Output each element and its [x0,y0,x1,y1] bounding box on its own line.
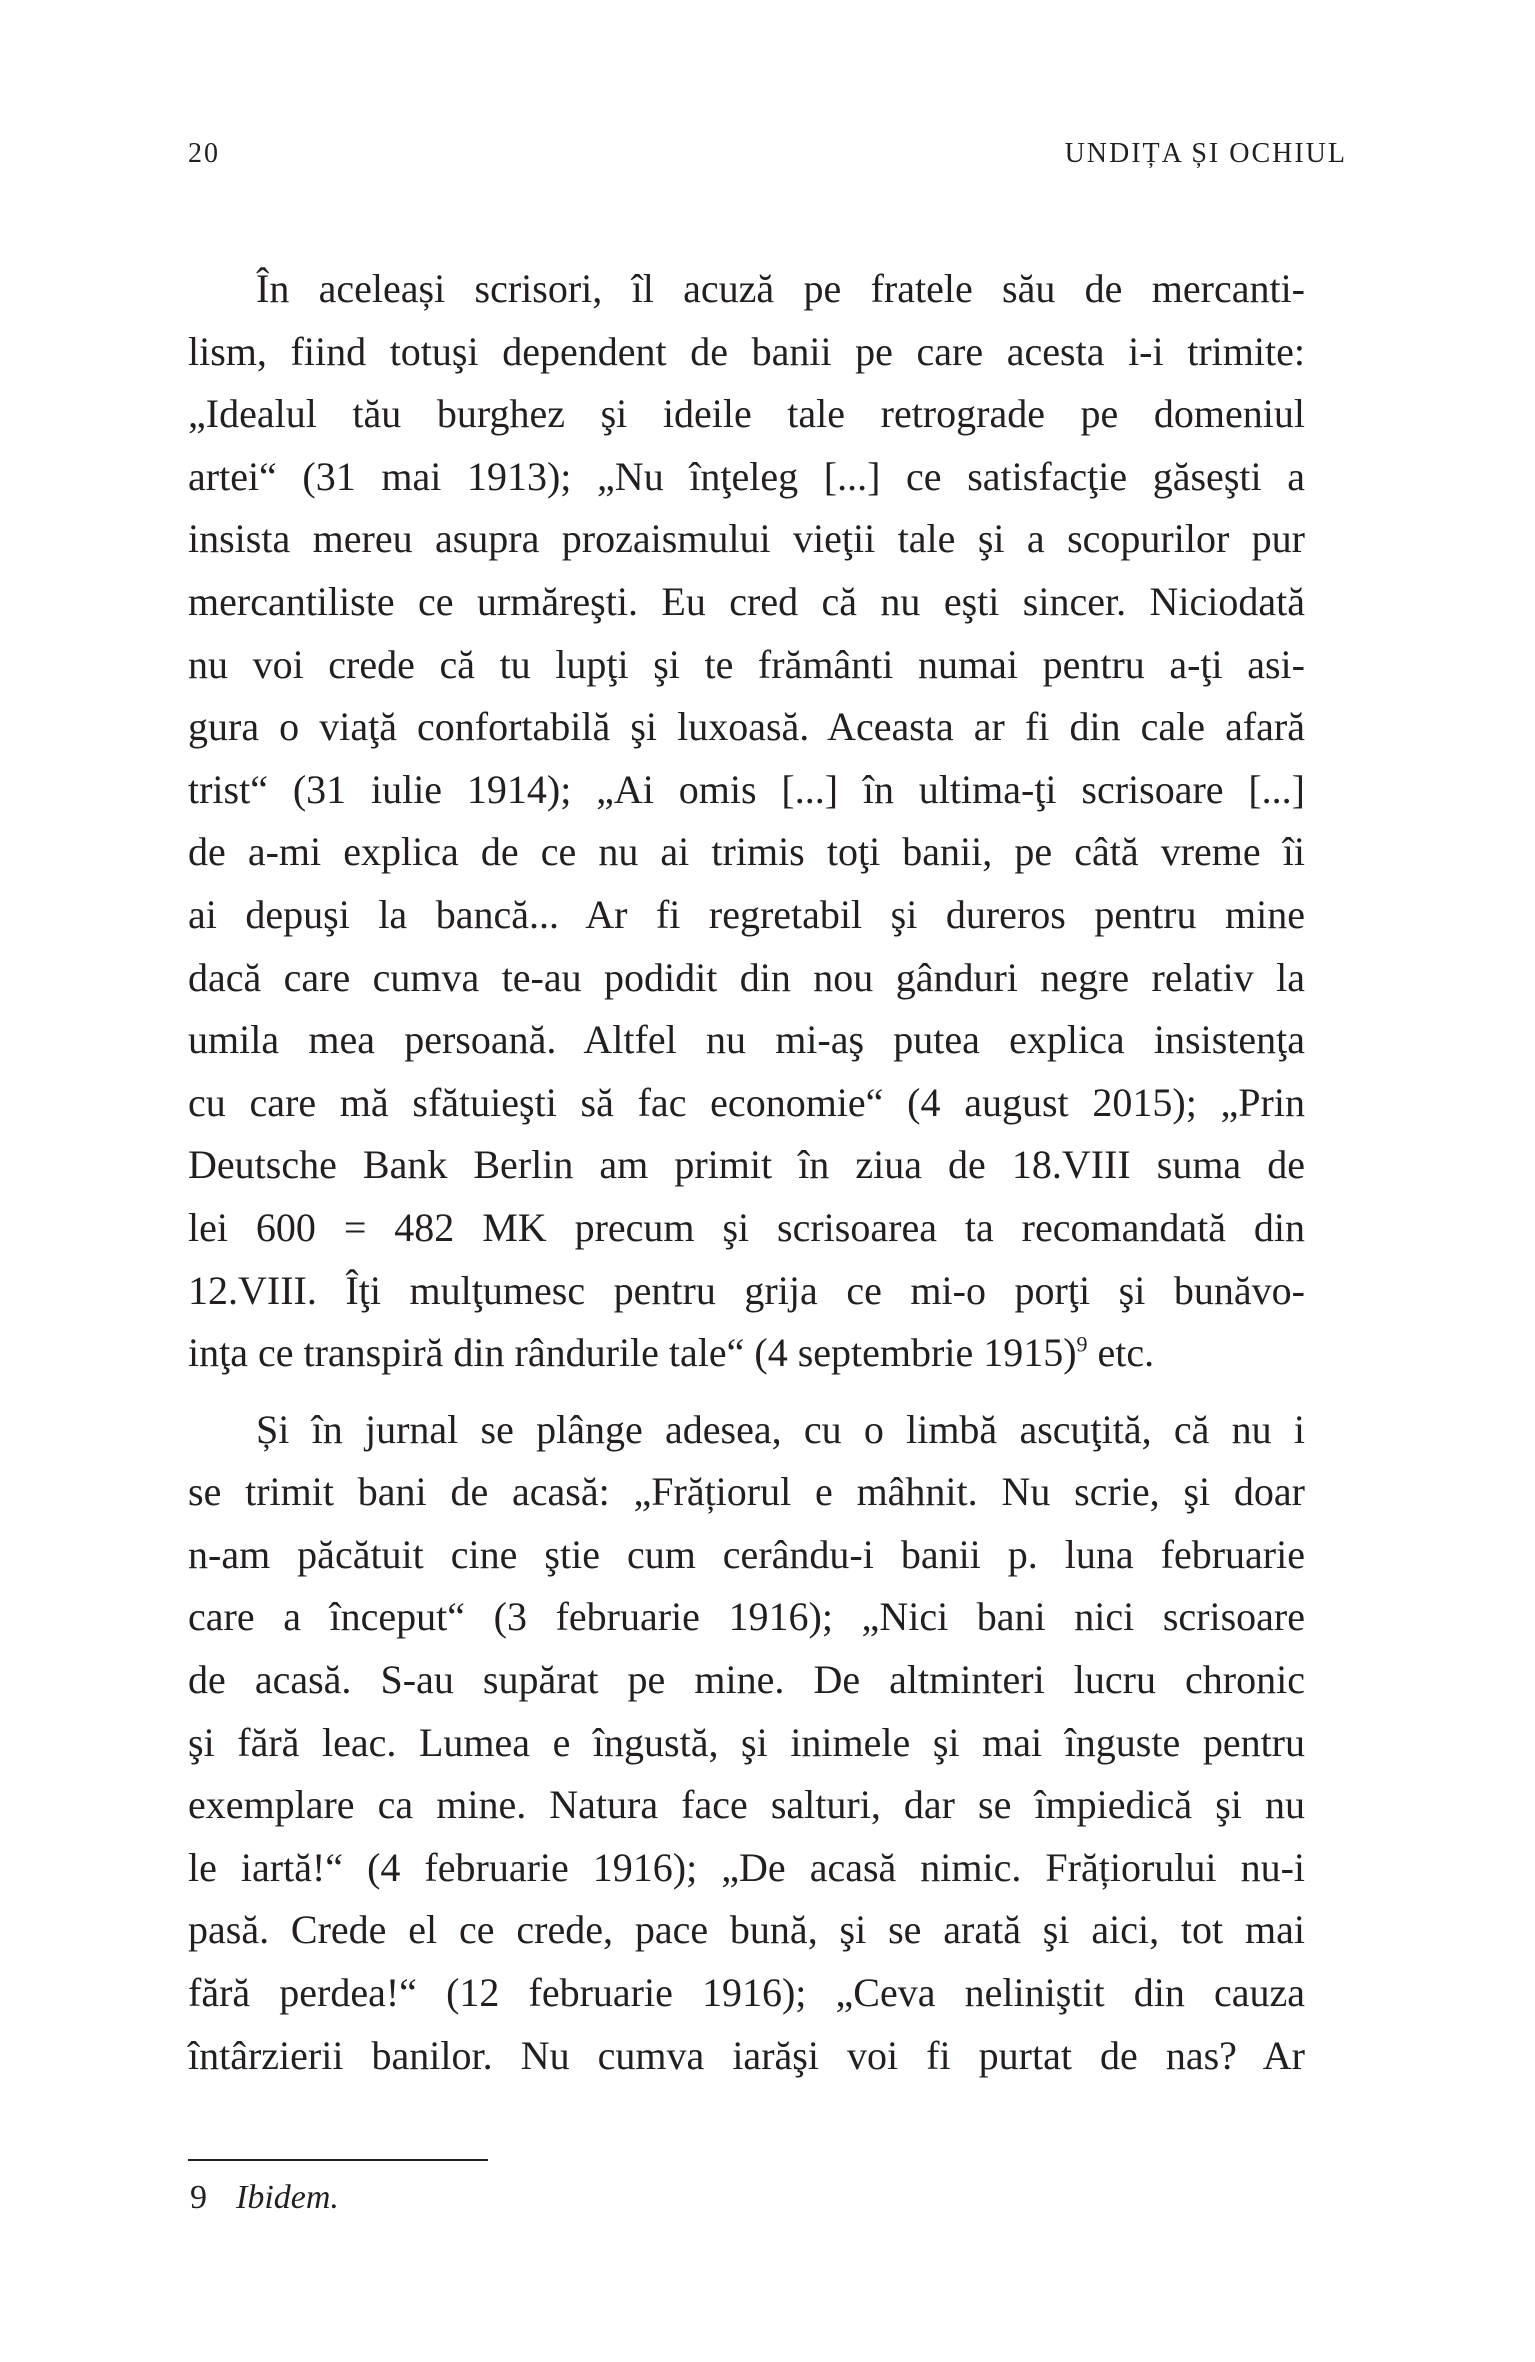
footnote-separator [188,2159,488,2161]
text-line: Și în jurnal se plânge adesea, cu o limbă ascuţită, că nu i [256,1406,1305,1452]
page-number: 20 [188,138,220,169]
text-line: umila mea persoană. Altfel nu mi-aş putea explica insistenţa [188,1017,1305,1063]
running-title: UNDIȚA ȘI OCHIUL [1064,138,1347,169]
footnote-number: 9 [190,2179,207,2216]
footnote-reference: 9 [1076,1331,1088,1357]
text-line: fără perdea!“ (12 februarie 1916); „Ceva neliniştit din cauza [188,1970,1305,2016]
text-line: 12.VIII. Îţi mulţumesc pentru grija ce mi-o porţi şi bunăvo- [188,1267,1305,1313]
text-line: În aceleași scrisori, îl acuză pe fratele său de mercanti- [256,266,1305,311]
text-line: întârzierii banilor. Nu cumva iarăşi voi fi purtat de nas? Ar [188,2032,1305,2078]
text-line: Deutsche Bank Berlin am primit în ziua de 18.VIII suma de [188,1142,1305,1188]
text-line: ai depuşi la bancă... Ar fi regretabil şi dureros pentru mine [188,891,1305,937]
text-line: lei 600 = 482 MK precum şi scrisoarea ta recomandată din [188,1204,1305,1250]
text-line-last [188,1322,1305,1385]
body-text [188,258,1305,2087]
paragraph-gap [188,1385,1305,1399]
text-line: de a-mi explica de ce nu ai trimis toţi banii, pe câtă vreme îi [188,829,1305,875]
text-line: mercantiliste ce urmăreşti. Eu cred că nu eşti sincer. Niciodată [188,578,1305,624]
footnote-text: Ibidem. [236,2179,339,2216]
text-line: cu care mă sfătuieşti să fac economie“ (4 august 2015); „Prin [188,1079,1305,1125]
running-header [188,138,1347,178]
text-line: pasă. Crede el ce crede, pace bună, şi se arată şi aici, tot mai [188,1907,1305,1953]
text-line: dacă care cumva te-au podidit din nou gânduri negre relativ la [188,954,1305,1000]
text-line: artei“ (31 mai 1913); „Nu înţeleg [...] ce satisfacţie găseşti a [188,453,1305,499]
text-line: şi fără leac. Lumea e îngustă, şi inimele şi mai înguste pentru [188,1719,1305,1765]
paragraph-1 [188,258,1305,1385]
text-segment: inţa ce transpiră din rândurile tale“ (4 septembrie 1915) [188,1330,1077,1376]
text-line: se trimit bani de acasă: „Frățiorul e mâhnit. Nu scrie, şi doar [188,1469,1305,1515]
text-line: „Idealul tău burghez şi ideile tale retrograde pe domeniul [188,391,1305,437]
text-line: care a început“ (3 februarie 1916); „Nici bani nici scrisoare [188,1594,1305,1640]
text-line: lism, fiind totuşi dependent de banii pe care acesta i-i trimite: [188,328,1305,374]
text-line: exemplare ca mine. Natura face salturi, dar se împiedică şi nu [188,1782,1305,1828]
paragraph-2 [188,1399,1305,2088]
text-line: nu voi crede că tu lupţi şi te frământi numai pentru a-ţi asi- [188,641,1305,687]
text-line: le iartă!“ (4 februarie 1916); „De acasă nimic. Frățiorului nu-i [188,1844,1305,1890]
text-line: n-am păcătuit cine ştie cum cerându-i banii p. luna februarie [188,1531,1305,1577]
text-line: trist“ (31 iulie 1914); „Ai omis [...] în ultima-ţi scrisoare [...] [188,766,1305,812]
footnote [190,2176,339,2220]
text-line: insista mereu asupra prozaismului vieţii tale şi a scopurilor pur [188,516,1305,562]
text-line: gura o viaţă confortabilă şi luxoasă. Aceasta ar fi din cale afară [188,704,1305,750]
text-line: de acasă. S-au supărat pe mine. De altminteri lucru chronic [188,1657,1305,1703]
text-segment: etc. [1087,1330,1155,1376]
